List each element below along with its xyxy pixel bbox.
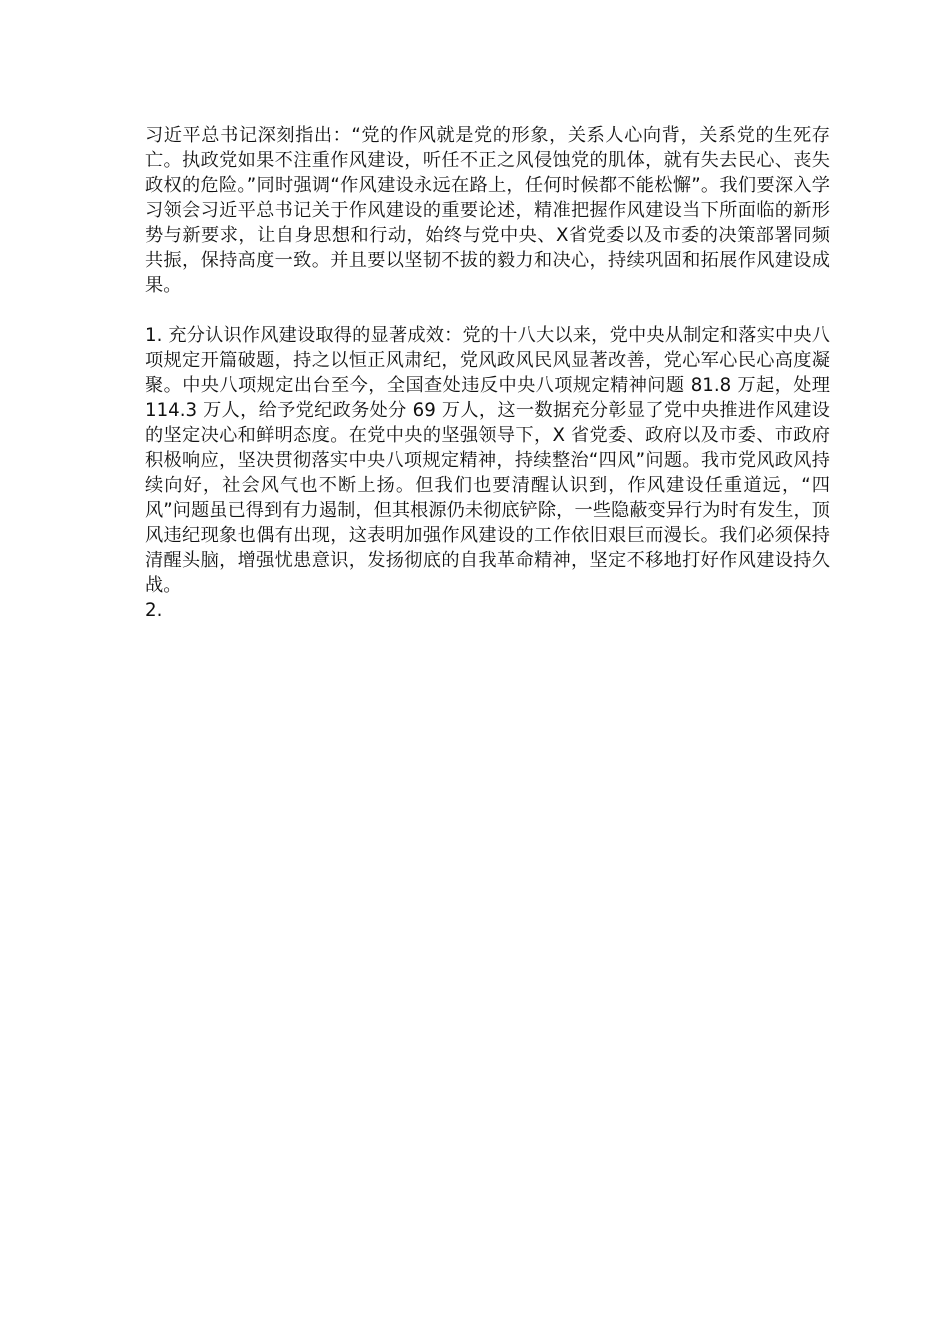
section-1-paragraph: 1. 充分认识作风建设取得的显著成效：党的十八大以来，党中央从制定和落实中央八项规定开篇破题，持之以恒正风肃纪，党风政风民风显著改善，党心军心民心高度凝聚。中央八项规定出台至今，全国查处违反中央八项规定精神问题 81.8 万起，处理 114.3 万人，给予党纪政务处分 69 万人，这一数据充分彰显了党中央推进作风建设的坚定决心和鲜明态度。在党中央的坚强领导下，X 省党委、政府以及市委、市政府积极响应，坚决贯彻落实中央八项规定精神，持续整治“四风”问题。我市党风政风持续向好，社会风气也不断上扬。但我们也要清醒认识到，作风建设任重道远，“四风”问题虽已得到有力遏制，但其根源仍未彻底铲除，一些隐蔽变异行为时有发生，顶风违纪现象也偶有出现，这表明加强作风建设的工作依旧艰巨而漫长。我们必须保持清醒头脑，增强忧患意识，发扬彻底的自我革命精神，坚定不移地打好作风建设持久战。 [145, 325, 830, 596]
paragraph-spacer [145, 298, 830, 323]
section-2-heading: 2. [145, 600, 163, 621]
intro-paragraph: 习近平总书记深刻指出：“党的作风就是党的形象，关系人心向背，关系党的生死存亡。执政党如果不注重作风建设，听任不正之风侵蚀党的肌体，就有失去民心、丧失政权的危险。”同时强调“作风建设永远在路上，任何时候都不能松懈”。我们要深入学习领会习近平总书记关于作风建设的重要论述，精准把握作风建设当下所面临的新形势与新要求，让自身思想和行动，始终与党中央、X省党委以及市委的决策部署同频共振，保持高度一致。并且要以坚韧不拔的毅力和决心，持续巩固和拓展作风建设成果。 [145, 125, 830, 296]
document-body [145, 123, 830, 623]
